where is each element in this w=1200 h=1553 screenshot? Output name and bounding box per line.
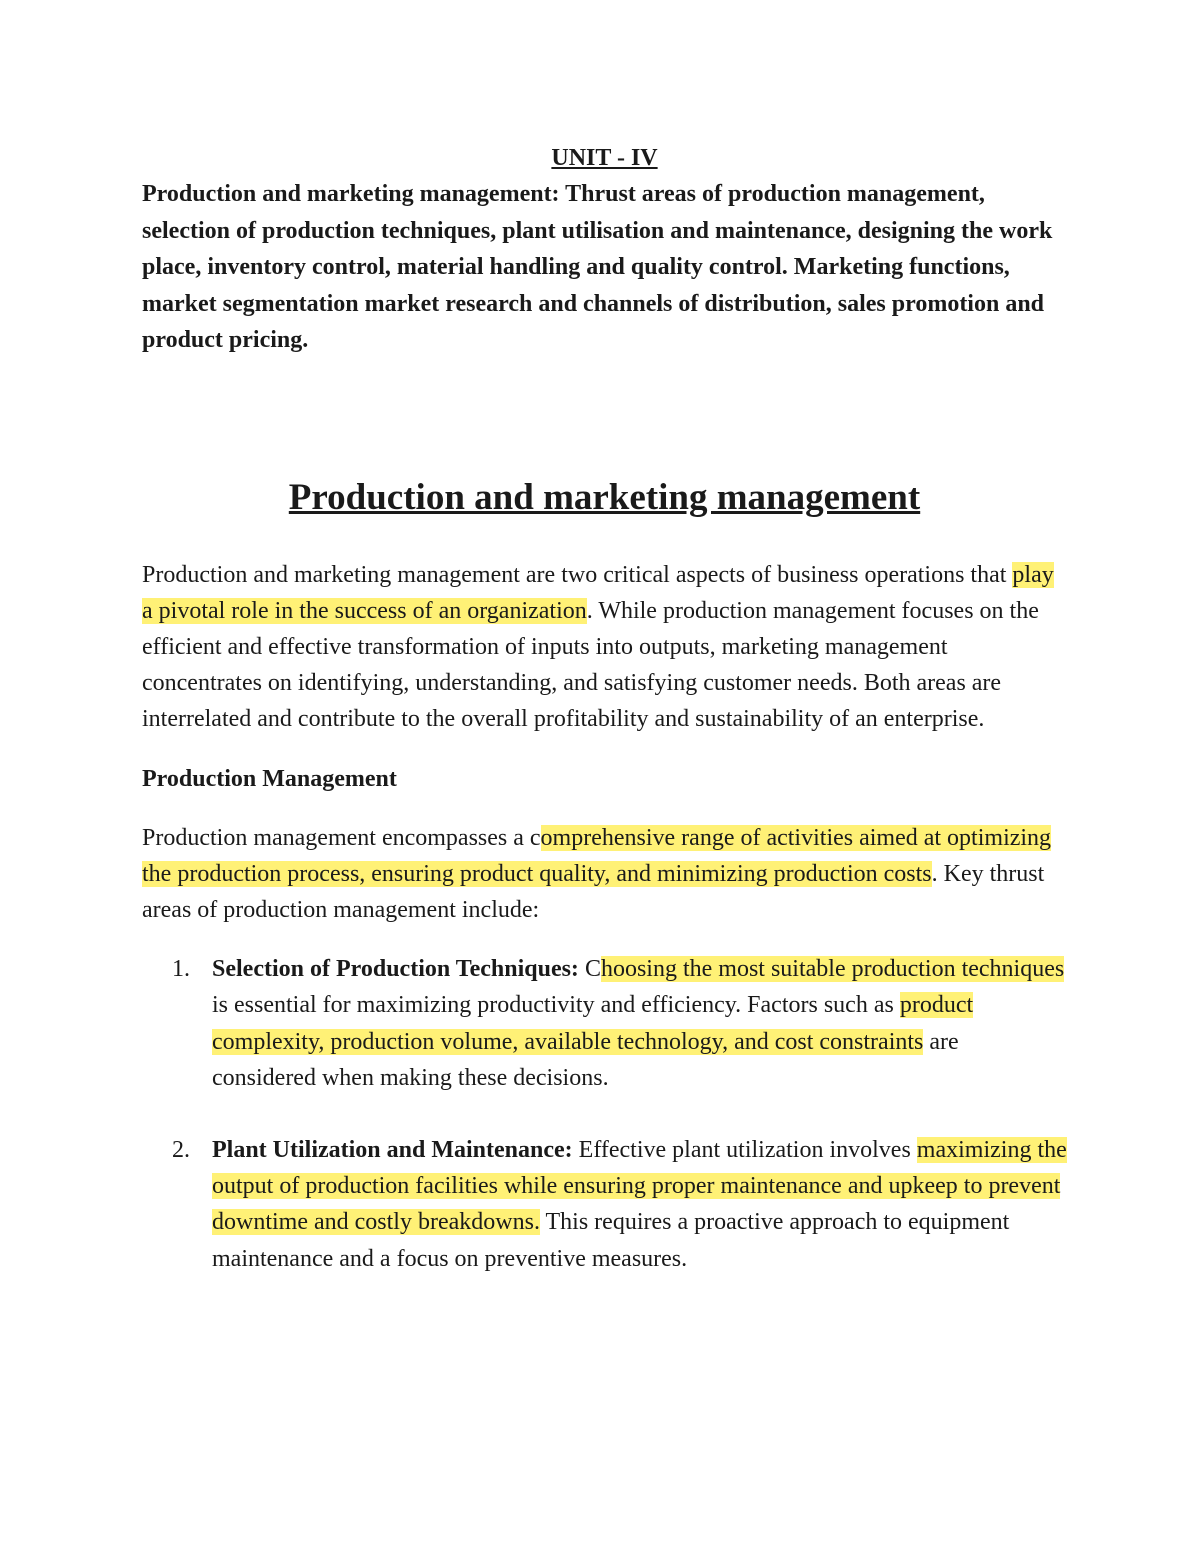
intro-text-2: . While production management focuses on the efficient and effective transformation of inputs into outputs, marketing management concentrates on identifying, understanding, and satisfying customer needs. Both areas are interrelated and contribute to the overall profitability and sustainability of an enterprise. <box>142 597 1039 733</box>
list-text: are considered when making these decisions. <box>212 1028 959 1091</box>
list-highlight: product complexity, production volume, available technology, and cost constraints <box>212 992 974 1055</box>
list-number: 2. <box>172 1136 190 1163</box>
list-term: Selection of Production Techniques: <box>212 956 579 983</box>
list-highlight: maximizing the output of production facilities while ensuring proper maintenance and upkeep to prevent downtime and costly breakdowns. <box>212 1136 1067 1236</box>
list-item <box>142 1132 1067 1277</box>
list-number: 1. <box>172 956 190 983</box>
list-term: Plant Utilization and Maintenance: <box>212 1136 573 1163</box>
main-title: Production and marketing management <box>288 476 921 518</box>
intro-highlight: play a pivotal role in the success of an organization <box>142 561 1054 624</box>
list-item <box>142 951 1067 1096</box>
unit-syllabus: Production and marketing management: Thrust areas of production management, selection of production techniques, plant utilisation and maintenance, designing the work place, inventory control, material handling and quality control. Marketing functions, market segmentation market research and channels of distribution, sales promotion and product pricing. <box>142 181 1053 353</box>
section-heading-production: Production Management <box>142 765 397 792</box>
list-text: C <box>578 956 601 983</box>
production-text-2: . Key thrust areas of production management include: <box>142 860 1045 923</box>
intro-paragraph <box>142 557 1067 738</box>
list-text: is essential for maximizing productivity and efficiency. Factors such as <box>212 992 900 1019</box>
production-paragraph <box>142 820 1067 929</box>
list-text: Effective plant utilization involves <box>572 1136 917 1163</box>
document-page <box>142 140 1067 1277</box>
intro-text-1: Production and marketing management are two critical aspects of business operations that <box>142 561 1013 588</box>
production-highlight: omprehensive range of activities aimed at optimizing the production process, ensuring product quality, and minimizing production costs <box>142 824 1052 887</box>
unit-title: UNIT - IV <box>551 145 658 171</box>
production-text-1: Production management encompasses a c <box>142 824 541 851</box>
list-text: This requires a proactive approach to equipment maintenance and a focus on preventive measures. <box>212 1209 1010 1272</box>
thrust-areas-list <box>142 951 1067 1277</box>
list-highlight: hoosing the most suitable production techniques <box>600 956 1065 983</box>
